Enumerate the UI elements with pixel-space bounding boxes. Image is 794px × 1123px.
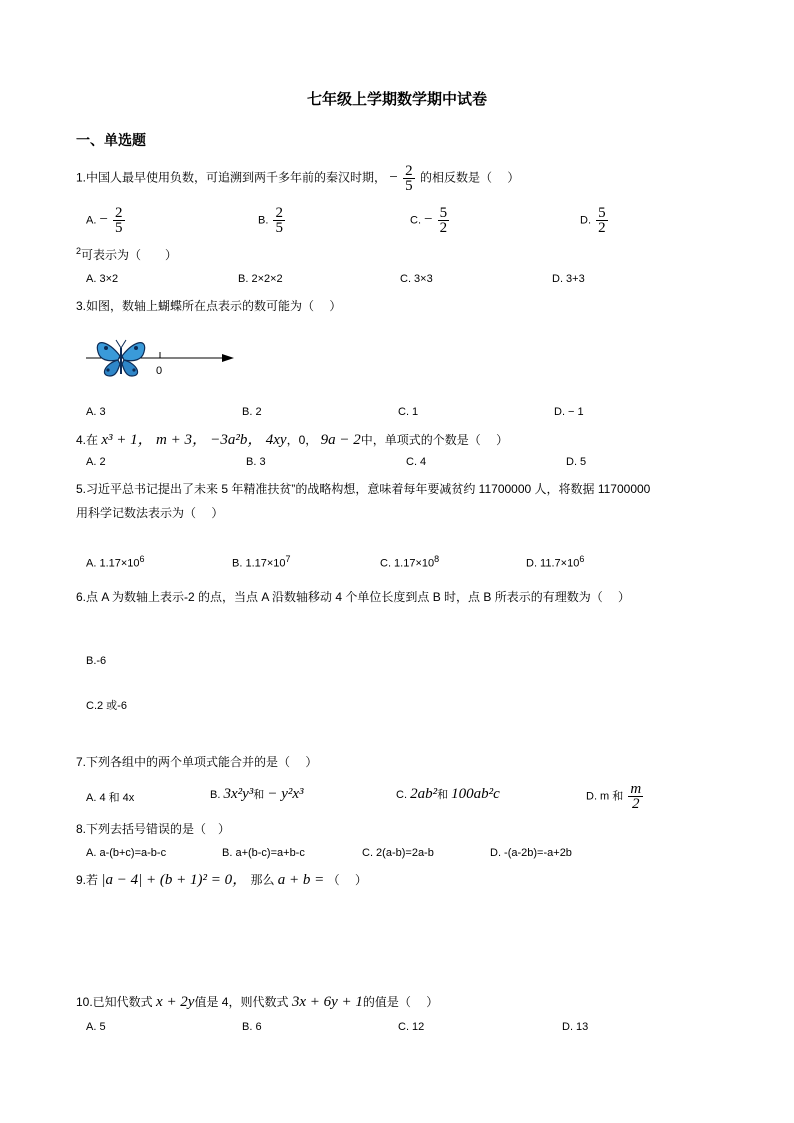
q1-option-d-num: 5 xyxy=(598,205,606,221)
q7-option-d-den: 2 xyxy=(632,796,640,812)
q1-option-a-den: 5 xyxy=(115,220,123,236)
q2-option-b[interactable]: B. 2×2×2 xyxy=(238,273,283,285)
q1-option-b-letter: B. xyxy=(258,214,269,227)
q9-suffix: （ ） xyxy=(327,873,367,887)
q7-option-c-letter: C. xyxy=(396,789,407,801)
q5-option-b-base: B. 1.17×10 xyxy=(232,557,286,570)
q7-option-b-letter: B. xyxy=(210,789,221,801)
q7-option-c-and: 和 xyxy=(437,789,449,801)
q9-expr-2: a + b = xyxy=(277,872,325,888)
q7-option-b[interactable] xyxy=(210,786,304,803)
q1-option-a[interactable] xyxy=(86,206,127,235)
q7-option-c-expr-1: 2ab² xyxy=(410,786,438,802)
butterfly-icon xyxy=(97,340,144,376)
q3-option-a[interactable]: A. 3 xyxy=(86,406,106,418)
q7-option-d-num: m xyxy=(630,781,642,797)
q9-mid: 那么 xyxy=(250,873,275,887)
q2-superscript: 2 xyxy=(76,246,82,256)
q1-option-a-letter: A. xyxy=(86,214,97,227)
question-9 xyxy=(76,868,367,889)
question-10 xyxy=(76,993,438,1011)
question-7: 7.下列各组中的两个单项式能合并的是（ ） xyxy=(76,755,318,769)
q1-option-c-sign: − xyxy=(424,211,433,228)
question-4 xyxy=(76,428,508,449)
q7-option-b-and: 和 xyxy=(253,789,265,801)
number-line-zero-label: 0 xyxy=(156,365,163,377)
q1-option-a-num: 2 xyxy=(115,205,123,221)
q1-option-c-letter: C. xyxy=(410,214,421,227)
q4-option-a[interactable]: A. 2 xyxy=(86,456,106,468)
q1-option-b-num: 2 xyxy=(275,205,283,221)
q5-option-c[interactable] xyxy=(380,554,439,570)
q4-expr-3: −3a²b， xyxy=(210,432,263,448)
q6-option-b[interactable]: B.-6 xyxy=(86,655,107,667)
q5-option-d-exp: 6 xyxy=(579,554,585,564)
q10-mid: 值是 4，则代数式 xyxy=(194,995,289,1009)
q1-option-d[interactable] xyxy=(580,206,610,235)
question-5-line-1: 5.习近平总书记提出了未来 5 年精准扶贫”的战略构想，意味着每年要减贫约 11700000 人，将数据 11700000 xyxy=(76,482,651,496)
q4-option-d[interactable]: D. 5 xyxy=(566,456,587,468)
q6-option-c[interactable]: C.2 或-6 xyxy=(86,700,127,712)
q8-option-d[interactable]: D. -(a-2b)=-a+2b xyxy=(490,847,572,859)
q8-option-b[interactable]: B. a+(b-c)=a+b-c xyxy=(222,847,305,859)
q10-expr-1: x + 2y xyxy=(156,994,195,1010)
q10-option-d[interactable]: D. 13 xyxy=(562,1021,589,1033)
q4-expr-1: x³ + 1， xyxy=(101,432,153,448)
question-5-line-2: 用科学记数法表示为（ ） xyxy=(76,506,224,520)
q3-option-d[interactable]: D. − 1 xyxy=(554,406,584,418)
q1-option-d-letter: D. xyxy=(580,214,591,227)
q5-option-a[interactable] xyxy=(86,554,145,570)
q2-option-d[interactable]: D. 3+3 xyxy=(552,273,585,285)
q5-option-c-base: C. 1.17×10 xyxy=(380,557,435,570)
page-title: 七年级上学期数学期中试卷 xyxy=(306,91,487,108)
q1-option-b-den: 5 xyxy=(275,220,283,236)
q10-option-a[interactable]: A. 5 xyxy=(86,1021,106,1033)
q1-option-a-sign: − xyxy=(99,211,108,228)
q4-expr-2: m + 3， xyxy=(155,432,207,448)
number-line-arrow xyxy=(222,354,234,362)
q1-option-d-den: 2 xyxy=(598,220,606,236)
question-6: 6.点 A 为数轴上表示-2 的点，当点 A 沿数轴移动 4 个单位长度到点 B 时，点 B 所表示的有理数为（ ） xyxy=(76,590,631,604)
q7-option-a[interactable]: A. 4 和 4x xyxy=(86,792,135,804)
q1-option-c-den: 2 xyxy=(439,220,448,236)
q1-stem-den: 5 xyxy=(405,178,413,194)
q1-stem-num: 2 xyxy=(405,163,413,179)
q2-text: 可表示为（ ） xyxy=(81,248,178,262)
q4-suffix: 中，单项式的个数是（ ） xyxy=(360,433,509,447)
q4-option-c[interactable]: C. 4 xyxy=(406,456,427,468)
q10-prefix: 10.已知代数式 xyxy=(76,995,153,1009)
q10-option-b[interactable]: B. 6 xyxy=(242,1021,262,1033)
q5-option-a-exp: 6 xyxy=(139,554,145,564)
q7-option-b-expr-2: − y²x³ xyxy=(267,786,304,802)
q4-expr-4: 4xy xyxy=(265,432,287,448)
q4-option-b[interactable]: B. 3 xyxy=(246,456,266,468)
q1-option-c-num: 5 xyxy=(439,205,448,221)
q4-expr-5: 9a − 2 xyxy=(320,432,361,448)
q5-option-b-exp: 7 xyxy=(285,554,291,564)
number-line-figure xyxy=(82,334,242,384)
q10-option-c[interactable]: C. 12 xyxy=(398,1021,425,1033)
q1-text-before: 1.中国人最早使用负数，可追溯到两千多年前的秦汉时期， xyxy=(76,170,387,185)
q1-stem-sign: − xyxy=(389,169,398,186)
q10-expr-2: 3x + 6y + 1 xyxy=(291,994,363,1010)
q4-prefix: 4.在 xyxy=(76,433,99,447)
q7-option-c[interactable] xyxy=(396,786,500,803)
q1-text-after: 的相反数是（ ） xyxy=(420,170,520,185)
q3-option-b[interactable]: B. 2 xyxy=(242,406,262,418)
q7-option-d[interactable] xyxy=(586,782,645,811)
q5-option-b[interactable] xyxy=(232,554,291,570)
q9-prefix: 9.若 xyxy=(76,873,99,887)
question-1 xyxy=(76,164,519,193)
question-2 xyxy=(76,246,177,263)
q8-option-a[interactable]: A. a-(b+c)=a-b-c xyxy=(86,847,167,859)
q7-option-c-expr-2: 100ab²c xyxy=(451,786,500,802)
question-3: 3.如图，数轴上蝴蝶所在点表示的数可能为（ ） xyxy=(76,299,342,313)
q1-option-c[interactable] xyxy=(410,206,451,235)
q1-stem-fraction xyxy=(403,164,415,193)
q7-option-d-letter: D. m 和 xyxy=(586,790,624,803)
q2-option-a[interactable]: A. 3×2 xyxy=(86,273,119,285)
section-heading: 一、单选题 xyxy=(76,132,146,148)
q8-option-c[interactable]: C. 2(a-b)=2a-b xyxy=(362,847,434,859)
q2-option-c[interactable]: C. 3×3 xyxy=(400,273,433,285)
q5-option-d[interactable] xyxy=(526,554,584,570)
q5-option-d-base: D. 11.7×10 xyxy=(526,557,580,570)
q10-suffix: 的值是（ ） xyxy=(362,995,439,1009)
q4-zero: ，0， xyxy=(286,433,318,447)
q7-option-b-expr-1: 3x²y³ xyxy=(223,786,254,802)
q3-option-c[interactable]: C. 1 xyxy=(398,406,419,418)
question-8: 8.下列去括号错误的是（ ） xyxy=(76,822,231,836)
q5-option-c-exp: 8 xyxy=(434,554,440,564)
q9-expr: |a − 4| + (b + 1)² = 0， xyxy=(101,872,248,888)
q5-option-a-base: A. 1.17×10 xyxy=(86,557,140,570)
q1-option-b[interactable] xyxy=(258,206,287,235)
